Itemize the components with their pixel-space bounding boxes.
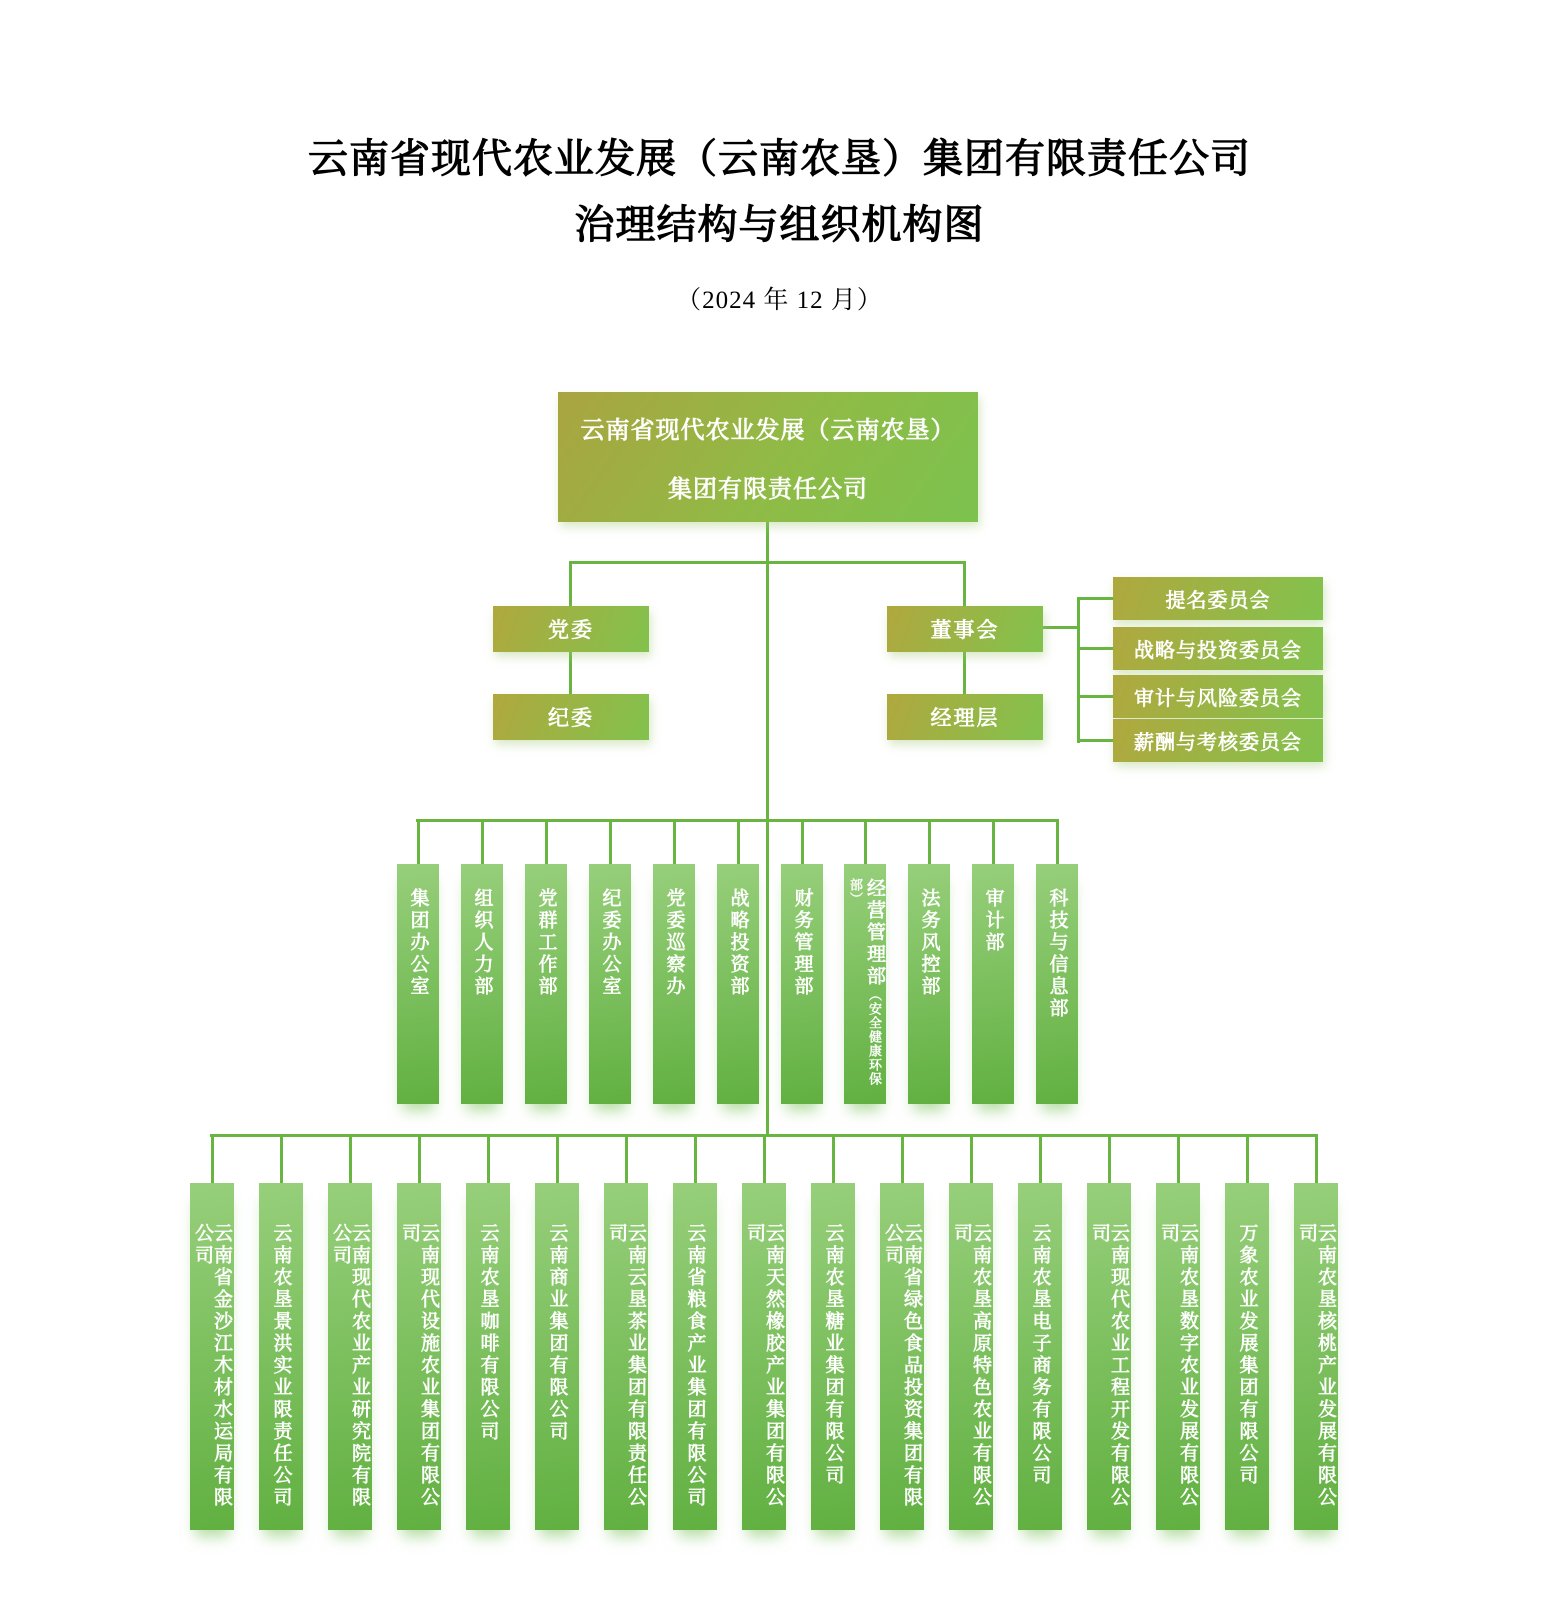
subsidiary-label: 云南农垦核桃产业发展有限公司 <box>1296 1223 1336 1509</box>
committee-nomination-box: 提名委员会 <box>1113 577 1323 620</box>
committee-compensation-appraisal-box: 薪酬与考核委员会 <box>1113 719 1323 762</box>
board-of-directors-box: 董事会 <box>887 606 1043 652</box>
page-title-line1: 云南省现代农业发展（云南农垦）集团有限责任公司 <box>308 136 1251 181</box>
subsidiary-label: 云南现代农业产业研究院有限公司 <box>330 1223 370 1509</box>
connector-board-management <box>963 652 966 694</box>
department-box <box>589 864 631 1104</box>
subsidiary-box <box>466 1183 510 1530</box>
page-date-note: （2024 年 12 月） <box>676 287 883 314</box>
subsidiary-label: 云南农垦数字农业发展有限公司 <box>1158 1223 1198 1509</box>
subsidiary-box <box>604 1183 648 1530</box>
root-company-name-line1: 云南省现代农业发展（云南农垦） <box>580 417 956 444</box>
subsidiary-label: 云南现代设施农业集团有限公司 <box>399 1223 439 1509</box>
subsidiary-label: 云南农垦糖业集团有限公司 <box>822 1223 844 1487</box>
department-box <box>1036 864 1078 1104</box>
subsidiary-label: 云南省粮食产业集团有限公司 <box>684 1223 706 1509</box>
department-label: 集团办公室 <box>407 888 429 998</box>
subsidiary-label: 云南商业集团有限公司 <box>546 1223 568 1443</box>
department-box <box>717 864 759 1104</box>
subsidiary-label: 云南省金沙江木材水运局有限公司 <box>192 1223 232 1509</box>
department-box <box>908 864 950 1104</box>
department-label: 纪委办公室 <box>599 888 621 998</box>
committee-audit-risk-box: 审计与风险委员会 <box>1113 675 1323 718</box>
connector-party-discipline <box>569 652 572 694</box>
subsidiary-box <box>190 1183 234 1530</box>
department-label: 审计部 <box>982 888 1004 954</box>
department-sub-label: （安全健康环保部） <box>848 878 882 1086</box>
subsidiary-box <box>811 1183 855 1530</box>
subsidiary-label: 云南农垦电子商务有限公司 <box>1029 1223 1051 1487</box>
subsidiary-label: 云南农垦高原特色农业有限公司 <box>951 1223 991 1509</box>
subsidiary-label: 云南农垦景洪实业限责任公司 <box>270 1223 292 1509</box>
committee-strategy-investment-box: 战略与投资委员会 <box>1113 627 1323 670</box>
subsidiary-box <box>949 1183 993 1530</box>
subsidiary-box <box>1087 1183 1131 1530</box>
party-committee-box: 党委 <box>493 606 649 652</box>
department-box <box>653 864 695 1104</box>
department-box <box>397 864 439 1104</box>
department-box <box>781 864 823 1104</box>
department-label: 组织人力部 <box>471 888 493 998</box>
subsidiary-box <box>742 1183 786 1530</box>
subsidiary-label: 云南天然橡胶产业集团有限公司 <box>744 1223 784 1509</box>
subsidiary-box <box>397 1183 441 1530</box>
subsidiary-box <box>1294 1183 1338 1530</box>
department-box <box>461 864 503 1104</box>
department-label: 财务管理部 <box>791 888 813 998</box>
department-label: 科技与信息部 <box>1046 888 1068 1020</box>
department-box <box>844 864 886 1104</box>
department-box <box>972 864 1014 1104</box>
subsidiary-box <box>259 1183 303 1530</box>
department-label: 经营管理部（安全健康环保部） <box>848 878 885 1086</box>
discipline-inspection-committee-box: 纪委 <box>493 694 649 740</box>
root-company-box <box>558 392 978 522</box>
subsidiary-label: 云南省绿色食品投资集团有限公司 <box>882 1223 922 1509</box>
department-label: 战略投资部 <box>727 888 749 998</box>
department-label: 党群工作部 <box>535 888 557 998</box>
subsidiary-box <box>673 1183 717 1530</box>
subsidiary-box <box>1018 1183 1062 1530</box>
subsidiary-label: 云南云垦茶业集团有限责任公司 <box>606 1223 646 1509</box>
subsidiary-label: 云南现代农业工程开发有限公司 <box>1089 1223 1129 1509</box>
subsidiary-box <box>328 1183 372 1530</box>
connector-committee-spine <box>1077 597 1080 743</box>
subsidiary-label: 万象农业发展集团有限公司 <box>1236 1223 1258 1487</box>
department-label: 法务风控部 <box>918 888 940 998</box>
connector-board-to-committees <box>1043 626 1079 629</box>
connector-party-drop <box>569 561 572 606</box>
connector-governance-split <box>569 561 966 564</box>
connector-center-vertical <box>766 521 769 1137</box>
chart-header <box>0 126 1559 316</box>
department-label: 党委巡察办 <box>663 888 685 998</box>
department-box <box>525 864 567 1104</box>
management-team-box: 经理层 <box>887 694 1043 740</box>
root-company-name-line2: 集团有限责任公司 <box>668 476 868 503</box>
subsidiary-box <box>1156 1183 1200 1530</box>
subsidiary-label: 云南农垦咖啡有限公司 <box>477 1223 499 1443</box>
subsidiary-box <box>880 1183 924 1530</box>
subsidiary-box <box>1225 1183 1269 1530</box>
connector-board-drop <box>963 561 966 606</box>
page-title-line2: 治理结构与组织机构图 <box>574 202 985 247</box>
subsidiary-box <box>535 1183 579 1530</box>
